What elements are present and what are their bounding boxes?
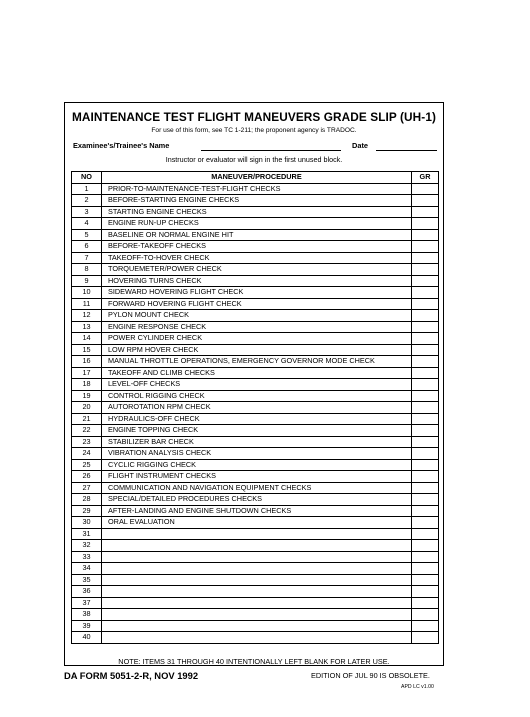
maneuver-procedure: BASELINE OR NORMAL ENGINE HIT bbox=[102, 229, 412, 241]
table-row bbox=[72, 413, 439, 425]
maneuver-procedure: POWER CYLINDER CHECK bbox=[102, 333, 412, 345]
maneuver-procedure: FORWARD HOVERING FLIGHT CHECK bbox=[102, 298, 412, 310]
table-row bbox=[72, 390, 439, 402]
row-number: 3 bbox=[72, 206, 102, 218]
grade-cell[interactable] bbox=[412, 344, 439, 356]
grade-cell[interactable] bbox=[412, 321, 439, 333]
grade-cell[interactable] bbox=[412, 275, 439, 287]
row-number: 35 bbox=[72, 574, 102, 586]
grade-cell[interactable] bbox=[412, 632, 439, 644]
table-row bbox=[72, 517, 439, 529]
maneuver-procedure: BEFORE-TAKEOFF CHECKS bbox=[102, 241, 412, 253]
grade-cell[interactable] bbox=[412, 195, 439, 207]
maneuver-procedure: HOVERING TURNS CHECK bbox=[102, 275, 412, 287]
row-number: 8 bbox=[72, 264, 102, 276]
date-label: Date bbox=[352, 141, 369, 150]
header-maneuver: MANEUVER/PROCEDURE bbox=[102, 172, 412, 184]
row-number: 22 bbox=[72, 425, 102, 437]
table-row bbox=[72, 471, 439, 483]
table-row bbox=[72, 275, 439, 287]
table-row bbox=[72, 448, 439, 460]
maneuver-procedure bbox=[102, 528, 412, 540]
row-number: 36 bbox=[72, 586, 102, 598]
grade-cell[interactable] bbox=[412, 229, 439, 241]
grade-cell[interactable] bbox=[412, 402, 439, 414]
row-number: 33 bbox=[72, 551, 102, 563]
grade-cell[interactable] bbox=[412, 252, 439, 264]
row-number: 5 bbox=[72, 229, 102, 241]
maneuver-procedure bbox=[102, 551, 412, 563]
row-number: 2 bbox=[72, 195, 102, 207]
row-number: 21 bbox=[72, 413, 102, 425]
row-number: 24 bbox=[72, 448, 102, 460]
maneuver-procedure: COMMUNICATION AND NAVIGATION EQUIPMENT CHECKS bbox=[102, 482, 412, 494]
grade-cell[interactable] bbox=[412, 586, 439, 598]
row-number: 6 bbox=[72, 241, 102, 253]
grade-cell[interactable] bbox=[412, 390, 439, 402]
grade-cell[interactable] bbox=[412, 413, 439, 425]
table-row bbox=[72, 402, 439, 414]
maneuver-procedure: ENGINE RESPONSE CHECK bbox=[102, 321, 412, 333]
maneuver-procedure: PYLON MOUNT CHECK bbox=[102, 310, 412, 322]
row-number: 4 bbox=[72, 218, 102, 230]
grade-slip-form bbox=[64, 102, 444, 666]
maneuver-procedure: AFTER-LANDING AND ENGINE SHUTDOWN CHECKS bbox=[102, 505, 412, 517]
table-row bbox=[72, 367, 439, 379]
table-row bbox=[72, 344, 439, 356]
examinee-name-field[interactable] bbox=[201, 150, 341, 151]
grade-cell[interactable] bbox=[412, 448, 439, 460]
row-number: 11 bbox=[72, 298, 102, 310]
table-row bbox=[72, 551, 439, 563]
table-row bbox=[72, 310, 439, 322]
maneuver-procedure: SIDEWARD HOVERING FLIGHT CHECK bbox=[102, 287, 412, 299]
table-row bbox=[72, 252, 439, 264]
grade-cell[interactable] bbox=[412, 379, 439, 391]
table-row bbox=[72, 298, 439, 310]
grade-cell[interactable] bbox=[412, 241, 439, 253]
grade-cell[interactable] bbox=[412, 310, 439, 322]
row-number: 32 bbox=[72, 540, 102, 552]
maneuver-procedure: MANUAL THROTTLE OPERATIONS, EMERGENCY GOVERNOR MODE CHECK bbox=[102, 356, 412, 368]
table-row bbox=[72, 528, 439, 540]
row-number: 14 bbox=[72, 333, 102, 345]
table-row bbox=[72, 494, 439, 506]
form-title: MAINTENANCE TEST FLIGHT MANEUVERS GRADE SLIP (UH-1) bbox=[71, 110, 437, 124]
maneuver-procedure bbox=[102, 597, 412, 609]
maneuver-procedure bbox=[102, 586, 412, 598]
maneuver-procedure: HYDRAULICS-OFF CHECK bbox=[102, 413, 412, 425]
row-number: 39 bbox=[72, 620, 102, 632]
table-row bbox=[72, 505, 439, 517]
grade-cell[interactable] bbox=[412, 620, 439, 632]
header-no: NO bbox=[72, 172, 102, 184]
table-row bbox=[72, 586, 439, 598]
maneuver-procedure: TAKEOFF-TO-HOVER CHECK bbox=[102, 252, 412, 264]
row-number: 31 bbox=[72, 528, 102, 540]
grade-cell[interactable] bbox=[412, 356, 439, 368]
grade-cell[interactable] bbox=[412, 597, 439, 609]
row-number: 17 bbox=[72, 367, 102, 379]
grade-cell[interactable] bbox=[412, 574, 439, 586]
grade-cell[interactable] bbox=[412, 517, 439, 529]
table-row bbox=[72, 333, 439, 345]
table-row bbox=[72, 425, 439, 437]
maneuver-procedure: CONTROL RIGGING CHECK bbox=[102, 390, 412, 402]
maneuver-procedure: SPECIAL/DETAILED PROCEDURES CHECKS bbox=[102, 494, 412, 506]
grade-cell[interactable] bbox=[412, 367, 439, 379]
grade-cell[interactable] bbox=[412, 425, 439, 437]
maneuver-procedure: TAKEOFF AND CLIMB CHECKS bbox=[102, 367, 412, 379]
row-number: 23 bbox=[72, 436, 102, 448]
grade-cell[interactable] bbox=[412, 471, 439, 483]
maneuver-procedure: BEFORE-STARTING ENGINE CHECKS bbox=[102, 195, 412, 207]
maneuver-procedure bbox=[102, 632, 412, 644]
row-number: 37 bbox=[72, 597, 102, 609]
maneuver-procedure: FLIGHT INSTRUMENT CHECKS bbox=[102, 471, 412, 483]
maneuver-procedure: CYCLIC RIGGING CHECK bbox=[102, 459, 412, 471]
maneuvers-table bbox=[71, 171, 439, 644]
grade-cell[interactable] bbox=[412, 218, 439, 230]
row-number: 7 bbox=[72, 252, 102, 264]
grade-cell[interactable] bbox=[412, 551, 439, 563]
row-number: 28 bbox=[72, 494, 102, 506]
table-row bbox=[72, 459, 439, 471]
row-number: 34 bbox=[72, 563, 102, 575]
table-row bbox=[72, 218, 439, 230]
date-field[interactable] bbox=[376, 150, 437, 151]
maneuver-procedure: AUTOROTATION RPM CHECK bbox=[102, 402, 412, 414]
grade-cell[interactable] bbox=[412, 494, 439, 506]
form-number: DA FORM 5051-2-R, NOV 1992 bbox=[64, 670, 199, 681]
grade-cell[interactable] bbox=[412, 436, 439, 448]
grade-cell[interactable] bbox=[412, 609, 439, 621]
maneuver-procedure: ENGINE TOPPING CHECK bbox=[102, 425, 412, 437]
maneuver-procedure: VIBRATION ANALYSIS CHECK bbox=[102, 448, 412, 460]
maneuver-procedure bbox=[102, 620, 412, 632]
maneuver-procedure: STARTING ENGINE CHECKS bbox=[102, 206, 412, 218]
grade-cell[interactable] bbox=[412, 287, 439, 299]
table-row bbox=[72, 356, 439, 368]
row-number: 30 bbox=[72, 517, 102, 529]
row-number: 19 bbox=[72, 390, 102, 402]
table-row bbox=[72, 597, 439, 609]
row-number: 20 bbox=[72, 402, 102, 414]
table-row bbox=[72, 264, 439, 276]
grade-cell[interactable] bbox=[412, 264, 439, 276]
maneuver-procedure bbox=[102, 540, 412, 552]
table-row bbox=[72, 229, 439, 241]
maneuver-procedure bbox=[102, 574, 412, 586]
table-row bbox=[72, 321, 439, 333]
table-row bbox=[72, 632, 439, 644]
row-number: 29 bbox=[72, 505, 102, 517]
examinee-name-label: Examinee's/Trainee's Name bbox=[73, 141, 170, 150]
row-number: 1 bbox=[72, 183, 102, 195]
grade-cell[interactable] bbox=[412, 563, 439, 575]
row-number: 26 bbox=[72, 471, 102, 483]
row-number: 13 bbox=[72, 321, 102, 333]
grade-cell[interactable] bbox=[412, 482, 439, 494]
table-row bbox=[72, 183, 439, 195]
row-number: 16 bbox=[72, 356, 102, 368]
table-row bbox=[72, 287, 439, 299]
maneuver-procedure bbox=[102, 563, 412, 575]
table-row bbox=[72, 195, 439, 207]
grade-cell[interactable] bbox=[412, 459, 439, 471]
row-number: 38 bbox=[72, 609, 102, 621]
footnote: NOTE: ITEMS 31 THROUGH 40 INTENTIONALLY LEFT BLANK FOR LATER USE. bbox=[118, 657, 390, 666]
grade-cell[interactable] bbox=[412, 528, 439, 540]
table-row bbox=[72, 206, 439, 218]
table-row bbox=[72, 482, 439, 494]
apd-version: APD LC v1.00 bbox=[401, 684, 434, 690]
row-number: 25 bbox=[72, 459, 102, 471]
maneuver-procedure: LEVEL-OFF CHECKS bbox=[102, 379, 412, 391]
row-number: 27 bbox=[72, 482, 102, 494]
grade-cell[interactable] bbox=[412, 540, 439, 552]
grade-cell[interactable] bbox=[412, 333, 439, 345]
row-number: 12 bbox=[72, 310, 102, 322]
form-subtitle: For use of this form, see TC 1-211; the proponent agency is TRADOC. bbox=[151, 127, 357, 134]
table-header-row bbox=[72, 172, 439, 184]
edition-notice: EDITION OF JUL 90 IS OBSOLETE. bbox=[311, 671, 430, 680]
table-row bbox=[72, 609, 439, 621]
table-row bbox=[72, 379, 439, 391]
table-row bbox=[72, 563, 439, 575]
table-row bbox=[72, 241, 439, 253]
table-row bbox=[72, 436, 439, 448]
header-grade: GR bbox=[412, 172, 439, 184]
row-number: 40 bbox=[72, 632, 102, 644]
maneuver-procedure: ENGINE RUN-UP CHECKS bbox=[102, 218, 412, 230]
maneuver-procedure bbox=[102, 609, 412, 621]
grade-cell[interactable] bbox=[412, 183, 439, 195]
grade-cell[interactable] bbox=[412, 206, 439, 218]
maneuver-procedure: ORAL EVALUATION bbox=[102, 517, 412, 529]
grade-cell[interactable] bbox=[412, 298, 439, 310]
table-row bbox=[72, 574, 439, 586]
row-number: 18 bbox=[72, 379, 102, 391]
maneuver-procedure: PRIOR-TO-MAINTENANCE-TEST-FLIGHT CHECKS bbox=[102, 183, 412, 195]
instruction-text: Instructor or evaluator will sign in the first unused block. bbox=[165, 155, 343, 164]
row-number: 15 bbox=[72, 344, 102, 356]
row-number: 10 bbox=[72, 287, 102, 299]
maneuver-procedure: LOW RPM HOVER CHECK bbox=[102, 344, 412, 356]
table-row bbox=[72, 620, 439, 632]
row-number: 9 bbox=[72, 275, 102, 287]
maneuver-procedure: STABILIZER BAR CHECK bbox=[102, 436, 412, 448]
maneuver-procedure: TORQUEMETER/POWER CHECK bbox=[102, 264, 412, 276]
grade-cell[interactable] bbox=[412, 505, 439, 517]
table-row bbox=[72, 540, 439, 552]
